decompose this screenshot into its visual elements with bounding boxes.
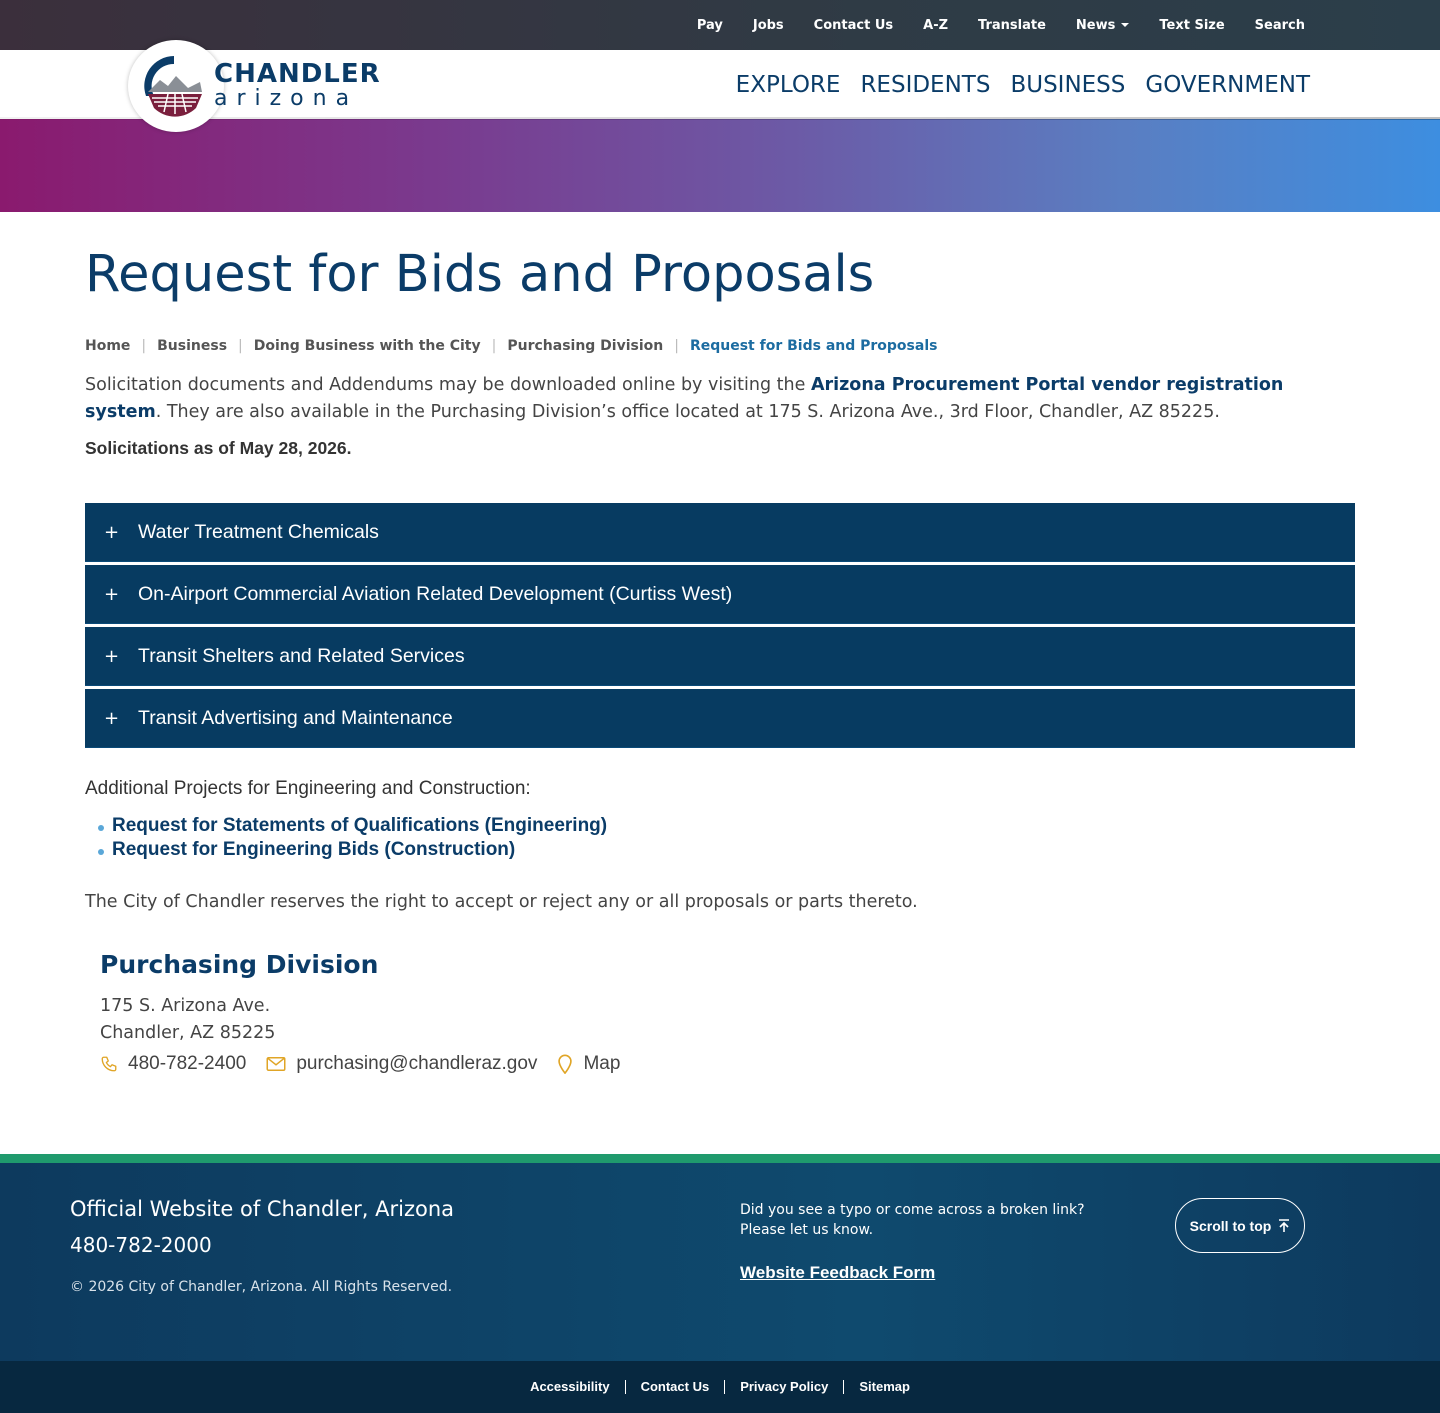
city-seal-icon <box>140 52 212 120</box>
logo-line-arizona: arizona <box>214 86 359 111</box>
footer-stripe <box>0 1154 1440 1163</box>
contact-map-link[interactable] <box>557 1053 620 1075</box>
utility-translate[interactable] <box>978 18 1046 33</box>
utility-jobs[interactable] <box>753 18 784 33</box>
utility-pay-link[interactable]: Pay <box>696 17 723 33</box>
reserve-rights-text: The City of Chandler reserves the right to accept or reject any or all proposals or parts thereto. <box>85 892 918 912</box>
nav-business[interactable] <box>1010 72 1125 98</box>
phone-icon <box>100 1055 118 1073</box>
contact-methods <box>100 1053 640 1075</box>
accordion-label: Transit Shelters and Related Services <box>138 644 465 667</box>
footer-contact-link[interactable]: Contact Us <box>626 1380 726 1394</box>
website-feedback-link[interactable]: Website Feedback Form <box>740 1263 936 1282</box>
contact-email: purchasing@chandleraz.gov <box>296 1053 538 1074</box>
breadcrumb-business[interactable]: Business <box>157 338 228 354</box>
accordion-label: Water Treatment Chemicals <box>138 520 379 543</box>
address-line-1: 175 S. Arizona Ave. <box>100 996 271 1016</box>
breadcrumb-separator: | <box>238 338 243 354</box>
utility-news-link[interactable]: News <box>1075 17 1116 33</box>
utility-contact[interactable] <box>814 18 893 33</box>
footer-official-title: Official Website of Chandler, Arizona <box>70 1197 454 1221</box>
utility-news[interactable] <box>1076 18 1129 33</box>
accordion-item-airport-development[interactable] <box>85 565 1355 624</box>
accordion-label: Transit Advertising and Maintenance <box>138 706 453 729</box>
nav-business-link[interactable]: BUSINESS <box>1010 71 1126 98</box>
utility-contact-link[interactable]: Contact Us <box>813 17 894 33</box>
plus-icon: + <box>103 521 120 543</box>
solicitations-accordion <box>85 503 1355 751</box>
utility-jobs-link[interactable]: Jobs <box>752 17 784 33</box>
utility-search[interactable] <box>1255 18 1305 33</box>
city-logo[interactable] <box>128 40 224 132</box>
nav-explore[interactable] <box>736 72 841 98</box>
caret-down-icon <box>1121 23 1129 27</box>
footer-phone[interactable]: 480-782-2000 <box>70 1233 212 1257</box>
intro-text-after: . They are also available in the Purchasing Division’s office located at 175 S. Arizona Ave., 3rd Floor, Chandler, AZ 85225. <box>155 402 1220 422</box>
procurement-portal-link[interactable]: Arizona Procurement Portal vendor registration system <box>85 375 1284 422</box>
scroll-to-top-label: Scroll to top <box>1189 1217 1272 1234</box>
arrow-up-icon <box>1278 1219 1290 1233</box>
footer-bottom-links <box>0 1361 1440 1413</box>
main-nav <box>716 50 1310 119</box>
breadcrumb-separator: | <box>674 338 679 354</box>
typo-line-1: Did you see a typo or come across a broken link? <box>740 1202 1085 1218</box>
address-line-2: Chandler, AZ 85225 <box>100 1023 276 1043</box>
solicitations-date: Solicitations as of May 28, 2026. <box>85 438 352 458</box>
envelope-icon <box>266 1056 286 1072</box>
footer-typo-notice <box>740 1200 1100 1240</box>
footer-copyright: © 2026 City of Chandler, Arizona. All Rights Reserved. <box>70 1279 453 1295</box>
accordion-item-water-treatment[interactable] <box>85 503 1355 562</box>
breadcrumb <box>85 338 937 354</box>
contact-title: Purchasing Division <box>100 950 379 979</box>
contact-map: Map <box>583 1053 621 1074</box>
intro-text-before: Solicitation documents and Addendums may be downloaded online by visiting the <box>85 375 811 395</box>
footer-privacy-link[interactable]: Privacy Policy <box>725 1380 844 1394</box>
scroll-to-top-button[interactable] <box>1175 1198 1305 1253</box>
banner-divider <box>0 117 1440 120</box>
contact-phone-link[interactable] <box>100 1053 246 1075</box>
utility-pay[interactable] <box>697 18 723 33</box>
nav-government-link[interactable]: GOVERNMENT <box>1145 71 1310 98</box>
map-pin-icon <box>557 1054 573 1074</box>
page-title: Request for Bids and Proposals <box>85 245 875 304</box>
plus-icon: + <box>103 645 120 667</box>
engineering-qualifications-link[interactable]: Request for Statements of Qualifications (Engineering) <box>112 815 608 836</box>
intro-paragraph <box>85 372 1355 426</box>
footer-sitemap-link[interactable]: Sitemap <box>859 1379 910 1394</box>
utility-translate-link[interactable]: Translate <box>978 17 1046 33</box>
utility-search-link[interactable]: Search <box>1254 17 1305 33</box>
nav-government[interactable] <box>1145 72 1310 98</box>
breadcrumb-separator: | <box>491 338 497 354</box>
accordion-label: On-Airport Commercial Aviation Related Development (Curtiss West) <box>138 582 733 605</box>
page-banner <box>0 119 1440 212</box>
accordion-item-transit-advertising[interactable] <box>85 689 1355 748</box>
utility-bar <box>0 0 1440 50</box>
footer-accessibility-link[interactable]: Accessibility <box>515 1380 626 1394</box>
breadcrumb-home[interactable]: Home <box>85 338 131 354</box>
additional-projects-heading: Additional Projects for Engineering and Construction: <box>85 778 531 799</box>
plus-icon: + <box>103 583 120 605</box>
engineering-bids-link[interactable]: Request for Engineering Bids (Construction) <box>112 839 516 860</box>
utility-az[interactable] <box>923 18 948 33</box>
contact-phone: 480-782-2400 <box>128 1053 247 1074</box>
utility-text-size[interactable] <box>1159 18 1224 33</box>
list-item <box>98 838 607 862</box>
plus-icon: + <box>103 707 120 729</box>
site-footer <box>0 1163 1440 1361</box>
typo-line-2: Please let us know. <box>740 1222 874 1238</box>
logo-line-chandler: CHANDLER <box>214 59 381 89</box>
utility-az-link[interactable]: A-Z <box>923 17 949 33</box>
utility-text-size-link[interactable]: Text Size <box>1159 17 1225 33</box>
accordion-item-transit-shelters[interactable] <box>85 627 1355 686</box>
list-item <box>98 814 607 838</box>
breadcrumb-current[interactable]: Request for Bids and Proposals <box>689 338 938 354</box>
utility-nav <box>667 0 1305 50</box>
contact-address <box>100 993 275 1047</box>
additional-projects-list <box>98 814 607 862</box>
logo-text[interactable] <box>214 60 381 110</box>
breadcrumb-doing-business[interactable]: Doing Business with the City <box>253 338 481 354</box>
nav-residents-link[interactable]: RESIDENTS <box>860 71 991 98</box>
nav-explore-link[interactable]: EXPLORE <box>735 71 841 98</box>
breadcrumb-purchasing[interactable]: Purchasing Division <box>507 338 664 354</box>
nav-residents[interactable] <box>860 72 990 98</box>
contact-email-link[interactable] <box>266 1053 537 1075</box>
breadcrumb-separator: | <box>141 338 147 354</box>
